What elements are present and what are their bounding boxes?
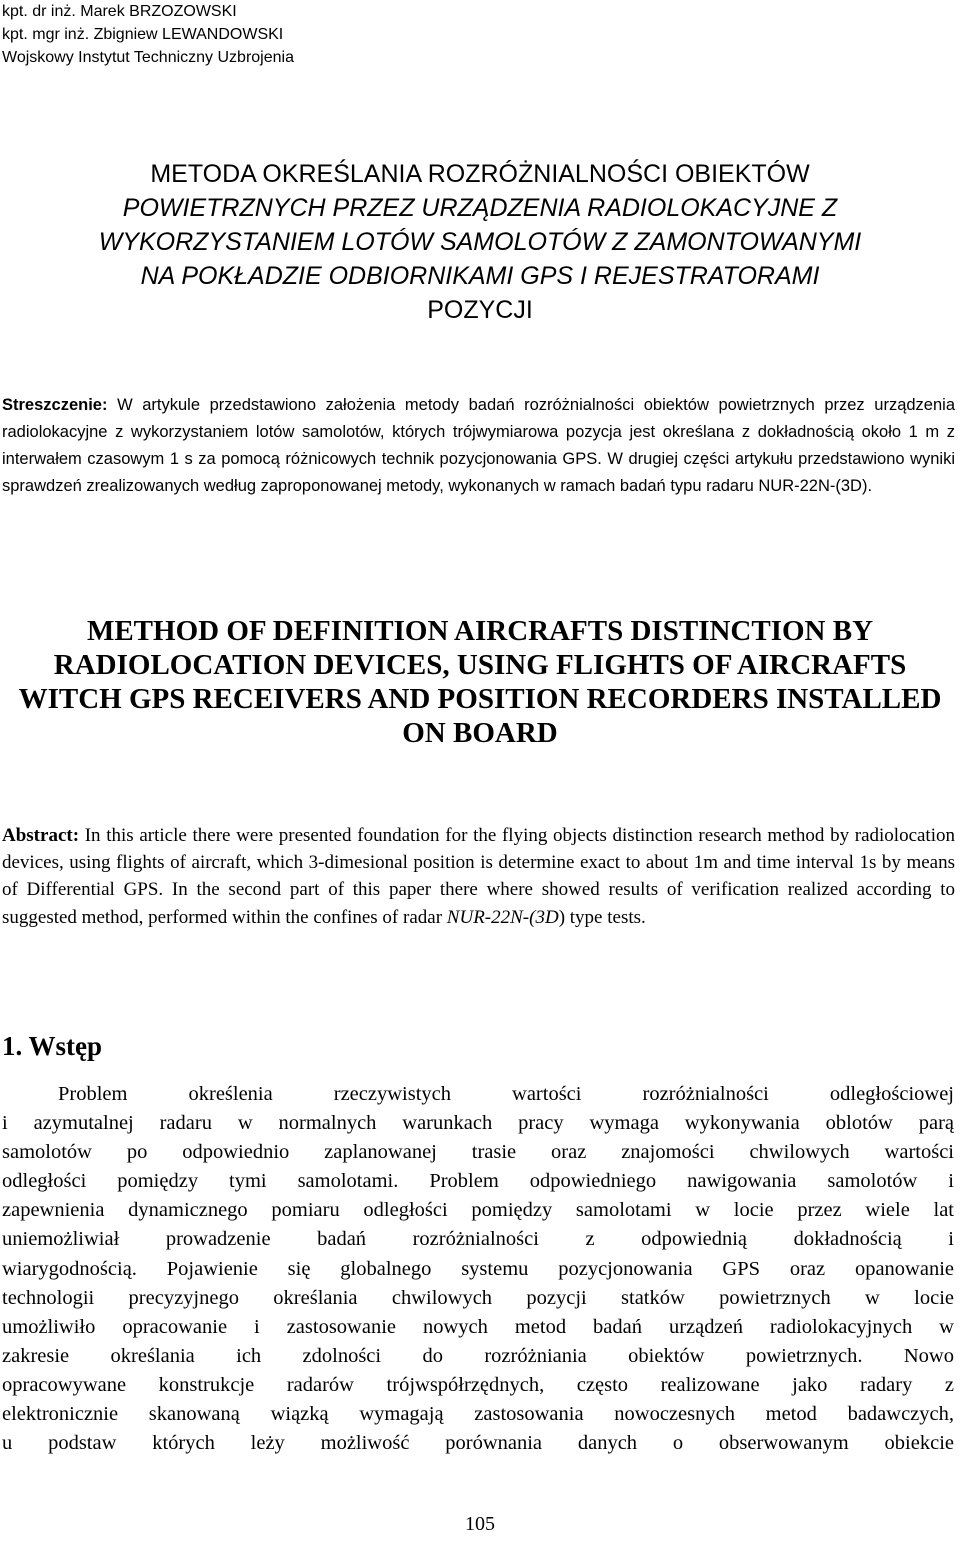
polish-title-line: WYKORZYSTANIEM LOTÓW SAMOLOTÓW Z ZAMONTOWANYMI	[98, 228, 862, 256]
english-title-line: WITCH GPS RECEIVERS AND POSITION RECORDERS INSTALLED	[18, 683, 942, 715]
polish-title-line: POWIETRZNYCH PRZEZ URZĄDZENIA RADIOLOKACYJNE Z	[122, 194, 838, 222]
affiliation-line: Wojskowy Instytut Techniczny Uzbrojenia	[2, 49, 294, 66]
english-title-line: RADIOLOCATION DEVICES, USING FLIGHTS OF AIRCRAFTS	[53, 649, 907, 681]
author-line: kpt. mgr inż. Zbigniew LEWANDOWSKI	[2, 26, 284, 43]
english-title-line: METHOD OF DEFINITION AIRCRAFTS DISTINCTION BY	[86, 615, 874, 647]
body-line: uniemożliwiał prowadzenie badań rozróżnialności z odpowiednią dokładnością i	[2, 1228, 954, 1251]
polish-abstract	[2, 392, 955, 500]
polish-abstract-text: W artykule przedstawiono założenia metody badań rozróżnialności obiektów powietrznych przez urządzenia radiolokacyjne z wykorzystaniem lotów samolotów, których trójwymiarowa pozycja jest określana z dokładnością około 1 m z interwałem czasowym 1 s za pomocą różnicowych technik pozycjonowania GPS. W drugiej części artykułu przedstawiono wyniki sprawdzeń zrealizowanych według zaproponowanej metody, wykonanych w ramach badań typu radaru NUR-22N-(3D).	[2, 396, 955, 496]
body-line: odległości pomiędzy tymi samolotami. Problem odpowiedniego nawigowania samolotów i	[2, 1170, 954, 1193]
body-line: Problem określenia rzeczywistych wartości rozróżnialności odległościowej	[58, 1083, 954, 1105]
body-line: opracowywane konstrukcje radarów trójwspółrzędnych, często realizowane jako radary z	[2, 1373, 954, 1396]
english-title	[0, 614, 960, 750]
body-line: i azymutalnej radaru w normalnych warunkach pracy wymaga wykonywania oblotów parą	[2, 1112, 954, 1135]
body-line: technologii precyzyjnego określania chwilowych pozycji statków powietrznych w locie	[2, 1286, 954, 1309]
body-paragraph	[2, 1080, 954, 1458]
page-number: 105	[465, 1513, 495, 1535]
polish-title	[0, 157, 960, 327]
english-abstract-label: Abstract:	[2, 825, 80, 846]
english-title-line: ON BOARD	[402, 717, 558, 749]
body-line: elektronicznie skanowaną wiązką wymagają zastosowania nowoczesnych metod badawczych,	[2, 1403, 954, 1426]
polish-title-line: POZYCJI	[427, 296, 533, 324]
body-line: wiarygodnością. Pojawienie się globalnego systemu pozycjonowania GPS oraz opanowanie	[2, 1257, 954, 1280]
english-abstract	[2, 822, 955, 931]
body-line: samolotów po odpowiednio zaplanowanej trasie oraz znajomości chwilowych wartości	[2, 1141, 954, 1164]
body-line: zapewnienia dynamicznego pomiaru odległości pomiędzy samolotami w locie przez wiele lat	[2, 1199, 954, 1222]
body-line: zakresie określania ich zdolności do rozróżniania obiektów powietrznych. Nowo	[2, 1344, 954, 1367]
radar-type-italic: NUR-22N-(3D	[446, 906, 559, 928]
english-abstract-text-end: ) type tests.	[558, 906, 646, 928]
author-line: kpt. dr inż. Marek BRZOZOWSKI	[2, 3, 237, 20]
author-block	[2, 0, 294, 69]
english-abstract-text: In this article there were presented foundation for the flying objects distinction research method by radiolocation devices, using flights of aircraft, which 3-dimesional position is determine exact to about 1m and time interval 1s by means of Differential GPS. In the second part of this paper there where showed results of verification realized according to suggested method, performed within the confines of radar	[2, 825, 955, 928]
polish-title-line: NA POKŁADZIE ODBIORNIKAMI GPS I REJESTRATORAMI	[140, 262, 820, 290]
body-line: u podstaw których leży możliwość porównania danych o obserwowanym obiekcie	[2, 1432, 954, 1455]
body-line: umożliwiło opracowanie i zastosowanie nowych metod badań urządzeń radiolokacyjnych w	[2, 1315, 954, 1338]
polish-title-line: METODA OKREŚLANIA ROZRÓŻNIALNOŚCI OBIEKTÓW	[150, 160, 810, 188]
polish-abstract-label: Streszczenie:	[2, 396, 108, 414]
section-heading: 1. Wstęp	[2, 1031, 103, 1061]
